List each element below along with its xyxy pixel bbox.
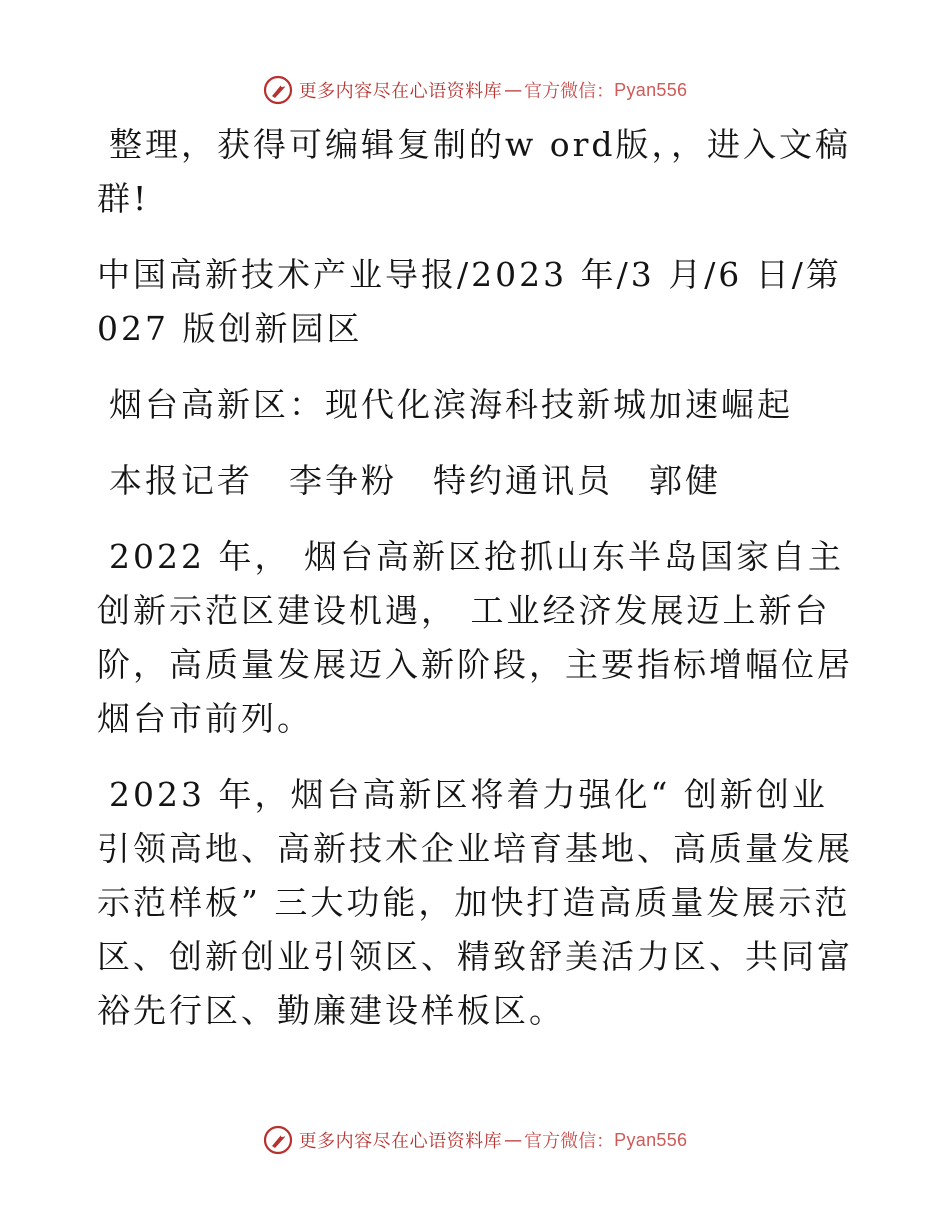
header-watermark	[0, 70, 950, 110]
watermark-wechat-label: 官方微信：	[524, 1131, 615, 1152]
pen-nib-logo-icon	[263, 75, 293, 105]
pen-nib-logo-icon	[263, 1125, 293, 1155]
watermark-site-name: 更多内容尽在心语资料库	[298, 1131, 503, 1152]
intro-paragraph: 整理，获得可编辑复制的w ord版，，进入文稿群!	[97, 125, 852, 218]
document-body	[97, 118, 857, 1060]
body-paragraph: 2022 年， 烟台高新区抢抓山东半岛国家自主创新示范区建设机遇， 工业经济发展迈上新台阶，高质量发展迈入新阶段，主要指标增幅位居烟台市前列。	[97, 537, 853, 738]
body-paragraph: 2023 年，烟台高新区将着力强化“ 创新创业引领高地、高新技术企业培育基地、高质量发展示范样板” 三大功能，加快打造高质量发展示范区、创新创业引领区、精致舒美活力区、共同富裕先行区、勤廉建设样板区。	[97, 775, 853, 1030]
watermark-separator: —	[504, 1129, 523, 1151]
footer-watermark	[0, 1120, 950, 1160]
watermark-separator: —	[504, 79, 523, 101]
watermark-wechat-handle: Pyan556	[614, 1129, 688, 1150]
article-title: 烟台高新区：现代化滨海科技新城加速崛起	[109, 385, 793, 424]
byline: 本报记者 李争粉 特约通讯员 郭健	[109, 461, 721, 500]
watermark-site-name: 更多内容尽在心语资料库	[298, 81, 503, 102]
watermark-wechat-label: 官方微信：	[524, 81, 615, 102]
watermark-wechat-handle: Pyan556	[614, 79, 688, 100]
source-line: 中国高新技术产业导报/2023 年/3 月/6 日/第027 版创新园区	[97, 255, 842, 348]
